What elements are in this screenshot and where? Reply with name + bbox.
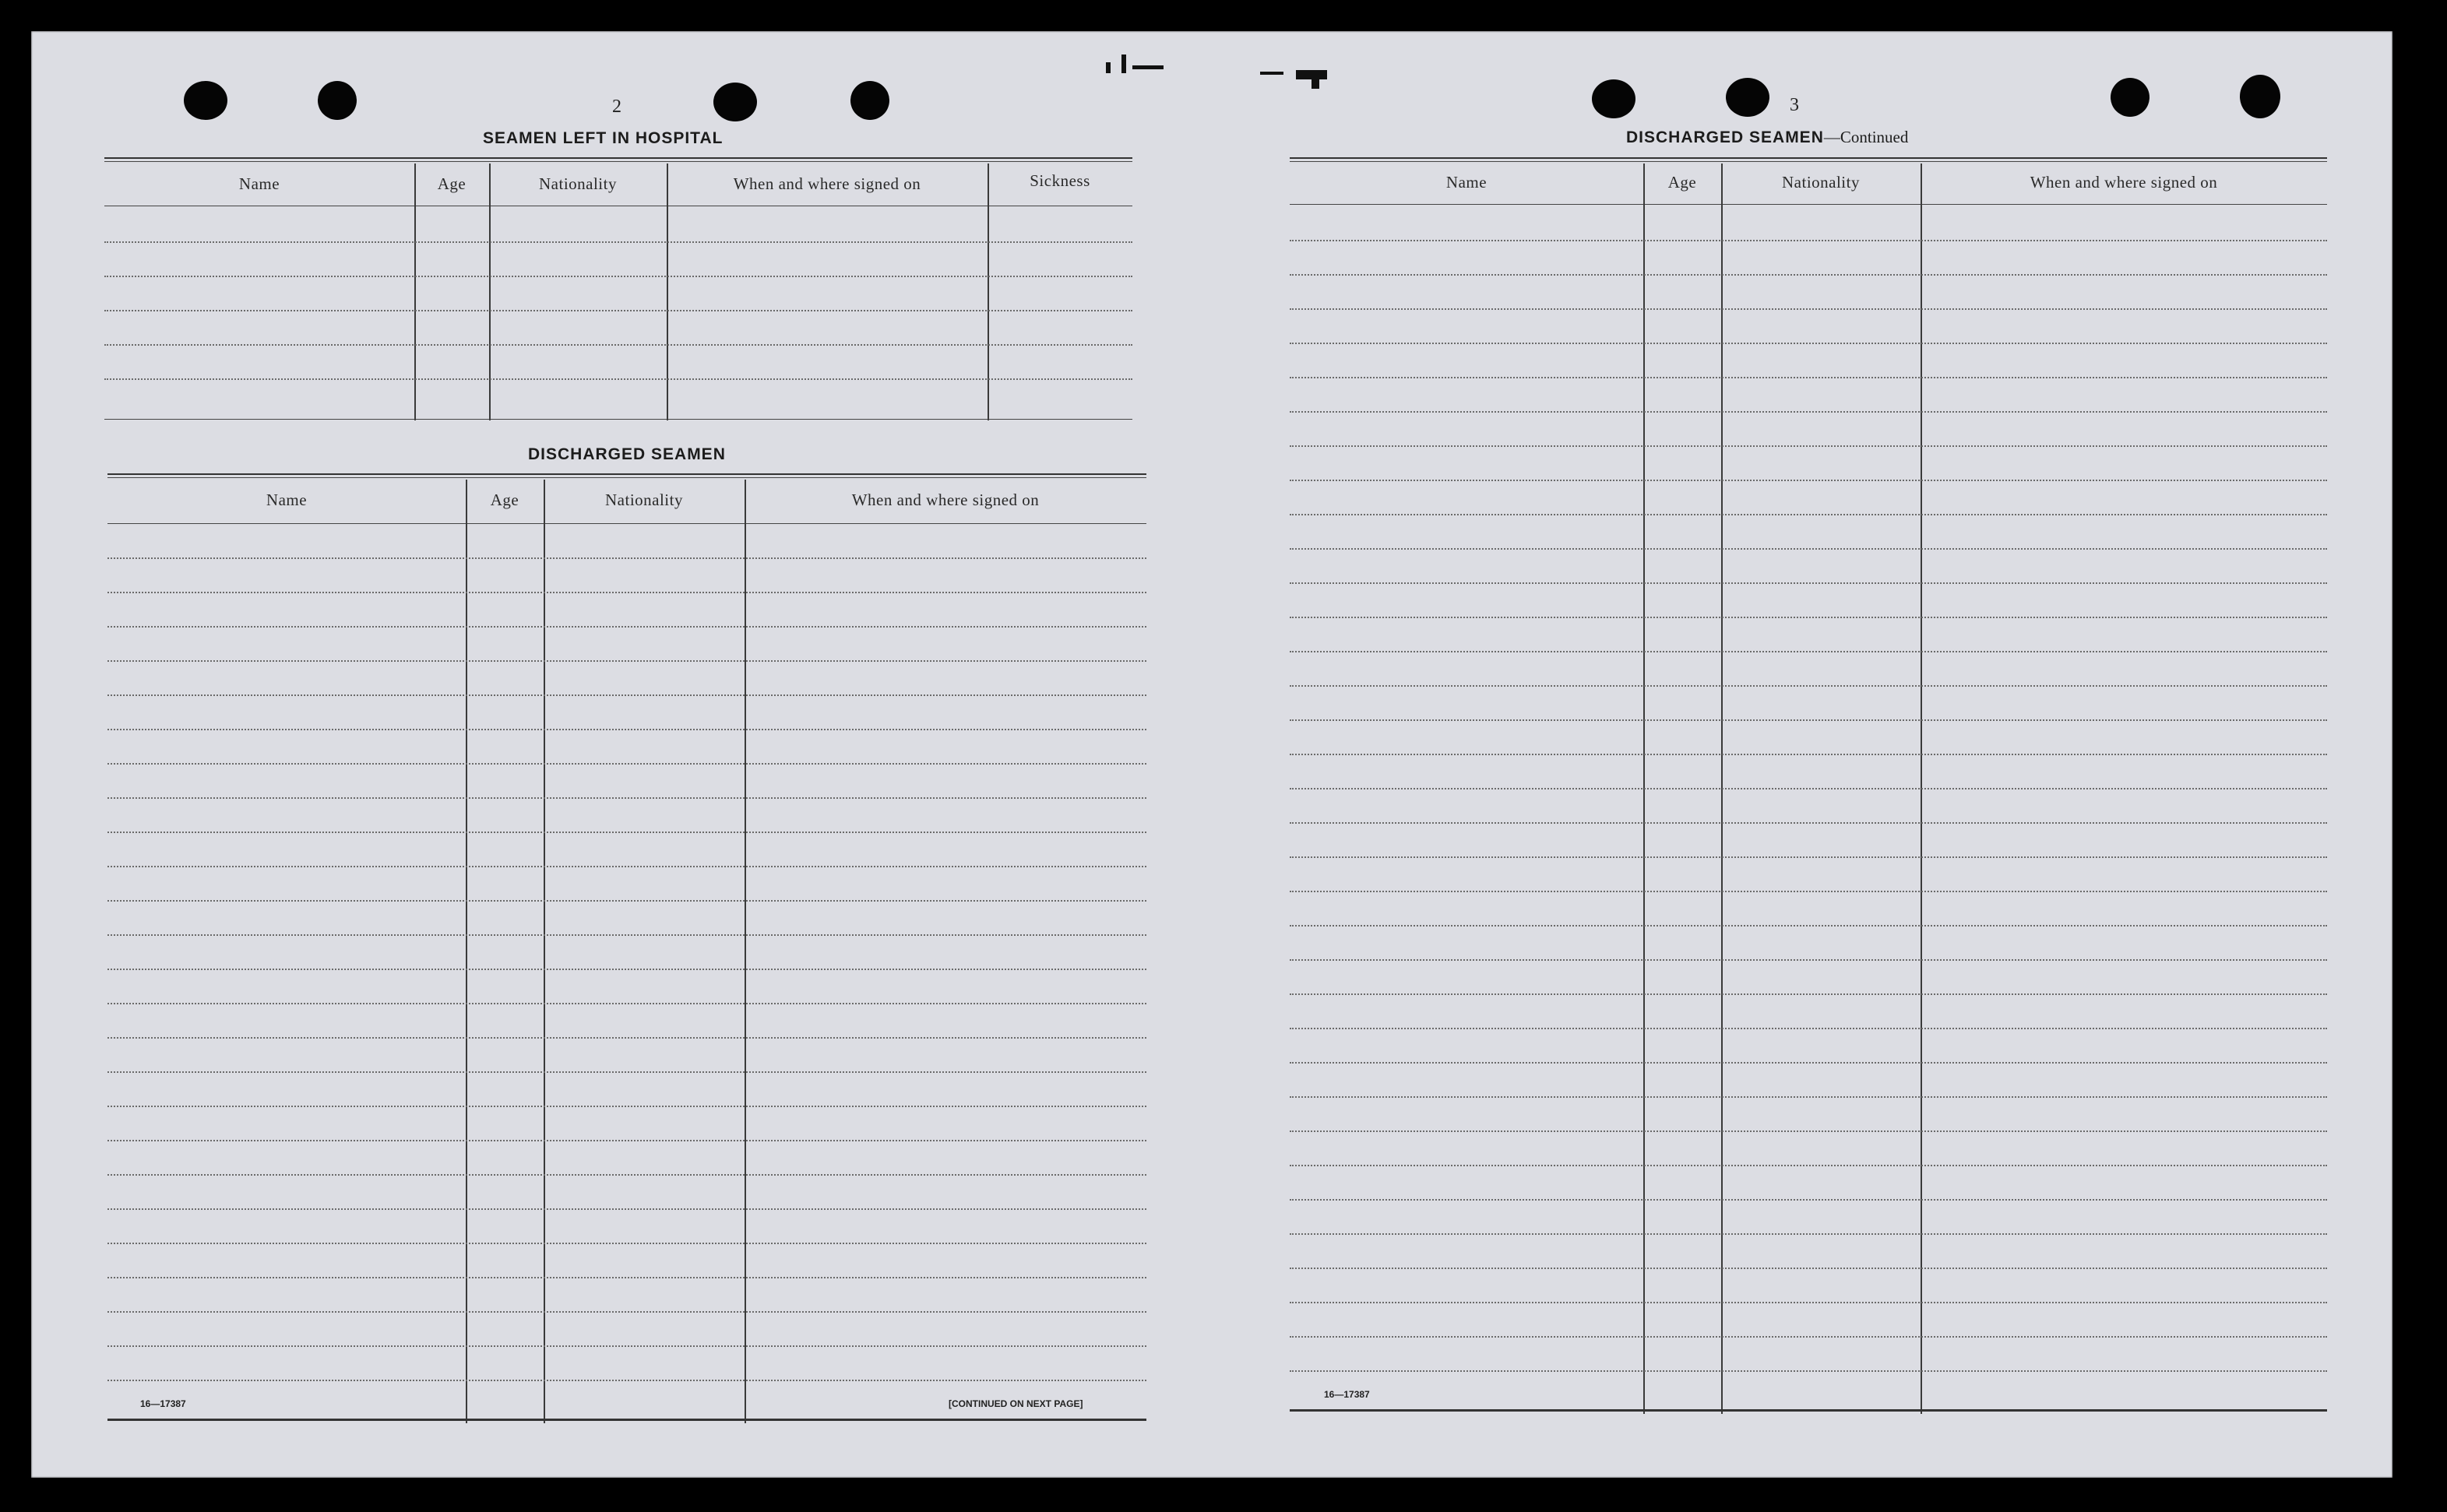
punch-hole [2240,75,2280,118]
punch-hole [318,81,357,120]
col-header-sickness: Sickness [1030,171,1090,190]
binding-mark [1312,75,1319,89]
discharged-continued-title-text: DISCHARGED SEAMEN [1626,128,1824,146]
hospital-section-title: SEAMEN LEFT IN HOSPITAL [483,129,724,147]
punch-hole [1726,78,1769,117]
continued-note: [CONTINUED ON NEXT PAGE] [949,1398,1083,1409]
discharged-table-right [1290,157,2327,1415]
col-header-age: Age [1667,173,1697,192]
punch-hole [713,83,757,121]
continued-suffix: —Continued [1823,128,1909,146]
col-header-name: Name [266,491,308,509]
punch-hole [850,81,889,120]
discharged-continued-title [1626,128,1908,147]
col-header-age: Age [490,491,519,509]
col-header-nationality: Nationality [605,491,683,509]
form-number-right: 16—17387 [1324,1389,1370,1400]
col-header-age: Age [437,174,467,193]
col-header-signed-on: When and where signed on [733,174,921,193]
binding-mark [1106,62,1111,73]
binding-mark [1132,65,1164,69]
col-header-signed-on: When and where signed on [851,491,1040,509]
col-header-name: Name [1445,173,1488,192]
punch-hole [1592,79,1635,118]
col-header-nationality: Nationality [539,174,617,193]
col-header-name: Name [238,174,280,193]
page-number-left: 2 [612,97,621,117]
col-header-signed-on: When and where signed on [2030,173,2218,192]
discharged-table-left [107,473,1146,1425]
page-number-right: 3 [1790,95,1799,115]
form-number-left: 16—17387 [140,1398,186,1409]
col-header-nationality: Nationality [1782,173,1860,192]
ledger-sheet [31,31,2392,1478]
punch-hole [2111,78,2149,117]
hospital-table [104,157,1132,424]
punch-hole [184,81,227,120]
binding-mark [1260,72,1283,75]
binding-mark [1121,55,1126,73]
discharged-section-title: DISCHARGED SEAMEN [528,445,726,463]
